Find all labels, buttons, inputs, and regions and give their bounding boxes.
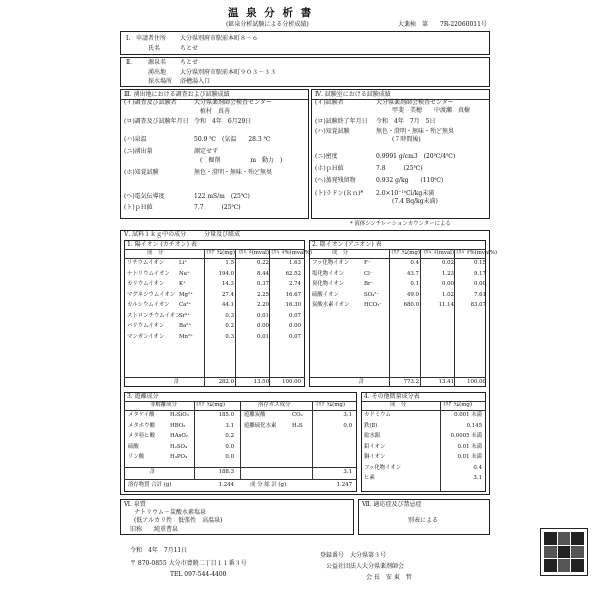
divider xyxy=(124,467,357,468)
lab-test-value: 0.9991 g/cm3 (20℃/4℃) xyxy=(376,153,456,160)
anion-ion-name: 臭化物イオン xyxy=(312,281,345,287)
anion-total-2: 100.00 xyxy=(467,379,486,385)
divider xyxy=(235,249,236,387)
lab-test-value-2: (7.4 Bq/kg未満) xyxy=(392,198,438,205)
divider xyxy=(420,249,421,387)
spring-box xyxy=(120,57,490,87)
field-test-value: 50.9 ℃ (気温 28.3 ℃ xyxy=(194,136,271,143)
cation-mval: 2.25 xyxy=(256,291,269,298)
free-acid-mg: 185.0 xyxy=(218,412,234,418)
cation-total-1: 13.50 xyxy=(253,379,269,385)
free-acid-name: リン酸 xyxy=(128,454,145,460)
location: 大分県別府市駅前本町９０３－３３ xyxy=(180,69,277,76)
cation-ion-formula: Na⁺ xyxy=(179,270,190,277)
anion-mval-pct: 83.07 xyxy=(470,302,486,308)
free-acid-mg: 0.0 xyxy=(225,443,234,450)
spring-quality-line2: (低アルカリ性 低張性 高温泉) xyxy=(134,517,223,524)
anion-mval: 11.14 xyxy=(438,302,454,308)
divider xyxy=(389,249,390,387)
free-acid-formula: HBO₂ xyxy=(170,422,186,429)
cation-total-label: 計 xyxy=(174,379,180,385)
anion-ion-name: フッ化物イオン xyxy=(312,260,350,266)
divider xyxy=(240,401,241,480)
issue-date: 令和 4年 7月11日 xyxy=(130,547,188,554)
document-no-label: 大薬検 第 xyxy=(398,21,429,28)
lab-test-value: 2.0×10⁻¹⁰Ci/kg未満 xyxy=(376,190,435,197)
lab-test-title: Ⅳ. 試験室における試験成績 xyxy=(315,91,391,98)
sec1-label: Ⅰ. xyxy=(126,35,131,42)
divider xyxy=(269,249,270,387)
cation-ion-formula: Ba²⁺ xyxy=(179,323,192,329)
cation-mg: 0.3 xyxy=(225,312,234,319)
field-test-value: 122 mS/m (25℃) xyxy=(194,193,250,200)
anion-header-3: ﾐﾘﾊﾞﾙ%(mval%) xyxy=(456,250,498,256)
spring-name: ちとせ xyxy=(180,59,199,66)
document-subtitle: (鉱泉分析試験による分析成績) xyxy=(226,21,309,28)
sampling: 浴槽湯入口 xyxy=(180,78,211,85)
trace-value: 0.0005 未満 xyxy=(450,433,482,439)
cation-mval-pct: 2.74 xyxy=(288,281,301,287)
lab-test-value-2: 甲斐 美穂 中渡瀬 真樹 xyxy=(392,107,471,114)
free-acid-formula: H₂SiO₃ xyxy=(170,412,189,418)
anion-total-0: 773.2 xyxy=(403,379,419,385)
cation-header-2: ﾐﾘﾊﾞﾙ(mval) xyxy=(238,250,269,256)
lab-test-value: 令和 4年 7月 5日 xyxy=(376,118,436,125)
anion-mval: 0.02 xyxy=(441,260,454,266)
cation-total-0: 282.0 xyxy=(218,379,234,385)
free-acid-formula: H₃PO₄ xyxy=(170,454,188,460)
radon-footnote: * 液体シンチレーションカウンターによる xyxy=(350,221,451,227)
divider xyxy=(124,377,305,378)
free-components-subheader-2: 溶存ガス成分 xyxy=(258,402,291,408)
cation-ion-name: ナトリウムイオン xyxy=(127,270,170,277)
anion-mg: 49.0 xyxy=(406,291,419,298)
sampling-label: 採水場所 xyxy=(148,78,173,85)
field-test-key: (イ)調査及び試験者 xyxy=(124,99,177,106)
spring-quality-line3: 旧称 純重曹泉 xyxy=(130,526,179,533)
trace-value: 3.1 xyxy=(473,475,482,481)
lab-test-key: (ロ)試験終了年月日 xyxy=(315,118,368,125)
anion-mval: 1.02 xyxy=(441,291,454,298)
free-acid-name: 硫酸 xyxy=(128,443,139,450)
cation-ion-name: リチウムイオン xyxy=(127,260,165,266)
cation-header-1: ﾐﾘｸﾞﾗﾑ(mg) xyxy=(206,250,235,256)
cation-mval: 0.00 xyxy=(256,323,269,329)
free-acid-mg: 3.1 xyxy=(225,422,234,429)
anion-mval-pct: 0.00 xyxy=(473,281,486,287)
lab-test-value-2: (７時間後) xyxy=(392,136,421,143)
field-test-value-2: ( 掘削 m 動力 ) xyxy=(200,157,283,164)
anion-ion-name: 塩化物イオン xyxy=(312,270,345,277)
free-total-2: 3.1 xyxy=(343,469,352,475)
anion-ion-name: 炭酸水素イオン xyxy=(312,302,350,308)
anion-mval-pct: 7.61 xyxy=(473,291,486,298)
registration-no: 登録番号 大分県第３号 xyxy=(320,552,387,559)
anion-title: 2. 陰イオン (アニオン) 表 xyxy=(312,241,382,248)
sec2-label: Ⅱ. xyxy=(126,59,132,66)
trace-name: 鉛イオン xyxy=(364,443,386,450)
cation-mval: 0.01 xyxy=(256,333,269,340)
field-test-key: (ニ)湧出量 xyxy=(124,148,153,155)
cation-mval: 0.01 xyxy=(256,312,269,319)
indications-title: Ⅶ. 適応症及び禁忌症 xyxy=(362,501,422,508)
free-acid-formula: HAsO₂ xyxy=(170,433,188,439)
field-test-title: Ⅲ. 湧出地における調査および試験成績 xyxy=(124,91,230,98)
lab-test-key: (ホ)ｐＨ値 xyxy=(315,165,344,172)
gas-name: 遊離硫化水素 xyxy=(244,422,277,429)
lab-test-value: 大分県薬剤師会検査センター xyxy=(376,99,454,106)
divider xyxy=(312,401,313,480)
free-acid-name: メタホウ酸 xyxy=(128,422,155,429)
trace-value: 0.145 xyxy=(466,422,482,429)
divider xyxy=(309,258,486,259)
cation-ion-name: カルシウムイオン xyxy=(127,302,170,308)
lab-test-value: 0.932 g/kg (110℃) xyxy=(376,177,444,184)
free-acid-mg: 0.0 xyxy=(225,454,234,460)
applicant-addr-label: 申請者住所 xyxy=(136,35,167,42)
free-acid-name: メタケイ酸 xyxy=(128,412,155,418)
cation-mg: 14.3 xyxy=(221,281,234,287)
cation-mg: 27.4 xyxy=(221,291,234,298)
components-title: Ⅴ. 試料１ｋｇ中の成分 分量及び組成 xyxy=(124,231,241,238)
cation-mg: 0.2 xyxy=(225,323,234,329)
anion-total-1: 13.41 xyxy=(438,379,454,385)
cation-mval-pct: 0.00 xyxy=(288,323,301,329)
cation-ion-name: バリウムイオン xyxy=(127,323,165,329)
cation-total-2: 100.00 xyxy=(282,379,301,385)
free-components-subheader-1: 非解離成分 xyxy=(150,402,177,408)
spring-name-label: 源泉名 xyxy=(148,59,167,66)
free-components-unit-2: ﾐﾘｸﾞﾗﾑ(mg) xyxy=(316,402,345,408)
divider xyxy=(194,401,195,480)
trace-header-component: 成 分 xyxy=(390,402,407,408)
cation-mval: 8.44 xyxy=(256,270,269,277)
anion-mg: 680.0 xyxy=(403,302,419,308)
official-seal-stamp xyxy=(540,528,588,576)
cation-mval: 0.22 xyxy=(256,260,269,266)
trace-name: 鉄(Ⅱ) xyxy=(364,422,378,429)
field-test-key: (ヘ)電気伝導度 xyxy=(124,193,165,200)
field-test-value-2: 植村 真善 xyxy=(200,108,231,115)
trace-title: 4. その他微量成分表 xyxy=(364,393,420,400)
anion-mg: 0.4 xyxy=(410,260,419,266)
divider xyxy=(124,410,357,411)
lab-test-key: (イ)試験者 xyxy=(315,99,344,106)
applicant-name-label: 氏名 xyxy=(148,45,161,52)
divider xyxy=(124,258,305,259)
anion-ion-formula: SO₄²⁻ xyxy=(364,291,380,298)
trace-header-mg: ﾐﾘｸﾞﾗﾑ(mg) xyxy=(443,402,472,408)
cation-ion-formula: Mg²⁺ xyxy=(179,291,193,298)
lab-test-key: (ハ)知覚試験 xyxy=(315,128,350,135)
component-total: 1.247 xyxy=(336,482,352,488)
anion-header-component: 成 分 xyxy=(332,250,349,256)
field-test-key: (ロ)調査及び試験年月日 xyxy=(124,118,189,125)
issuer-address: 〒 870-0855 大分市豊饒二丁目１１番３号 xyxy=(130,560,247,567)
lab-test-key: (ト)ラドン(Ｒｎ)* xyxy=(315,190,364,197)
trace-name: ヒ素 xyxy=(364,475,375,481)
divider xyxy=(440,401,441,492)
field-test-key: (ト)ｐＨ値 xyxy=(124,204,153,211)
anion-ion-formula: HCO₃⁻ xyxy=(364,302,383,308)
trace-name: フッ化物イオン xyxy=(364,464,402,471)
anion-mval-pct: 9.17 xyxy=(473,270,486,277)
anion-mval: 1.23 xyxy=(441,270,454,277)
trace-value: 0.01 未満 xyxy=(457,443,482,450)
anion-ion-formula: Br⁻ xyxy=(364,281,374,287)
trace-name: カドミウム xyxy=(364,412,391,418)
free-acid-name: メタ亜ヒ酸 xyxy=(128,433,155,439)
anion-header-2: ﾐﾘﾊﾞﾙ(mval) xyxy=(423,250,454,256)
field-test-value: 7.7 (25℃) xyxy=(194,204,241,211)
divider xyxy=(361,410,486,411)
field-test-value: 無色・澄明・無味・殆ど無臭 xyxy=(194,169,273,176)
anion-ion-formula: Cl⁻ xyxy=(364,270,373,277)
cation-ion-name: マグネシウムイオン xyxy=(127,291,176,298)
indications-line1: 別表による xyxy=(408,517,439,524)
anion-ion-formula: F⁻ xyxy=(364,260,371,266)
anion-ion-name: 硫酸イオン xyxy=(312,291,339,298)
gas-mg: 3.1 xyxy=(343,412,352,418)
cation-ion-formula: K⁺ xyxy=(179,281,186,287)
cation-mval-pct: 16.30 xyxy=(285,302,301,308)
gas-formula: H₂S xyxy=(292,422,303,429)
cation-mval-pct: 1.63 xyxy=(288,260,301,266)
free-acid-mg: 0.2 xyxy=(225,433,234,439)
dissolved-total: 1.244 xyxy=(218,482,234,488)
free-acid-formula: H₂SO₄ xyxy=(170,443,188,450)
field-test-value: 令和 4年 6月29日 xyxy=(194,118,252,125)
cation-mg: 194.0 xyxy=(218,270,234,277)
cation-ion-formula: Ca²⁺ xyxy=(179,302,192,308)
anion-mg: 0.1 xyxy=(410,281,419,287)
trace-value: 0.01 未満 xyxy=(457,454,482,460)
applicant-name: ちとせ xyxy=(180,45,199,52)
trace-name: 総水銀 xyxy=(364,433,381,439)
gas-name: 遊離炭酸 xyxy=(244,412,266,418)
component-total-label: 成 分 総 計 (g) xyxy=(250,482,287,488)
location-label: 湧出地 xyxy=(148,69,167,76)
gas-mg: 0.0 xyxy=(343,422,352,429)
cation-mval-pct: 0.07 xyxy=(288,333,301,340)
document-title: 温 泉 分 析 書 xyxy=(228,7,314,19)
issuer-tel: TEL 097-544-4400 xyxy=(170,571,227,578)
applicant-box xyxy=(120,31,490,55)
cation-mval: 0.37 xyxy=(256,281,269,287)
gas-formula: CO₂ xyxy=(292,412,303,418)
document-no: 7R-22060011号 xyxy=(440,21,487,28)
divider xyxy=(124,479,357,480)
field-test-key: (ホ)知覚試験 xyxy=(124,169,159,176)
issuer-org: 公益社団法人大分県薬剤師会 xyxy=(326,563,405,570)
applicant-addr: 大分県別府市駅前本町８－６ xyxy=(180,35,259,42)
anion-mval-pct: 0.15 xyxy=(473,260,486,266)
divider xyxy=(309,377,486,378)
dissolved-total-label: 溶存物質 合計 (g) xyxy=(128,482,172,488)
cation-ion-name: ストロンチウムイオン xyxy=(127,312,181,319)
anion-total-label: 計 xyxy=(359,379,365,385)
issuer-head: 会 長 安 東 哲 xyxy=(366,574,412,581)
cation-ion-name: マンガンイオン xyxy=(127,333,165,340)
cation-mg: 44.1 xyxy=(221,302,234,308)
cation-mg: 0.3 xyxy=(225,333,234,340)
trace-value: 0.001 未満 xyxy=(454,412,482,418)
anion-header-1: ﾐﾘｸﾞﾗﾑ(mg) xyxy=(391,250,420,256)
free-components-unit-1: ﾐﾘｸﾞﾗﾑ(mg) xyxy=(196,402,225,408)
cation-ion-formula: Sr²⁺ xyxy=(179,312,191,319)
free-components-title: 3. 遊離成分 xyxy=(127,393,159,400)
cation-mval-pct: 16.67 xyxy=(285,291,301,298)
free-total-label: 計 xyxy=(150,469,156,475)
field-test-value: 大分県薬剤師会検査センター xyxy=(194,99,272,106)
lab-test-key: (ヘ)蒸発残留物 xyxy=(315,177,356,184)
cation-mval: 2.20 xyxy=(256,302,269,308)
cation-title: 1. 陽イオン (カチオン) 表 xyxy=(127,241,197,248)
cation-ion-formula: Mn²⁺ xyxy=(179,333,193,340)
lab-test-value: 無色・澄明・無味・殆ど無臭 xyxy=(376,128,455,135)
trace-name: 銅イオン xyxy=(364,454,386,460)
spring-quality-title: Ⅵ. 泉質 xyxy=(124,501,146,508)
cation-mval-pct: 62.52 xyxy=(285,270,301,277)
cation-header-3: ﾐﾘﾊﾞﾙ%(mval%) xyxy=(271,250,313,256)
divider xyxy=(454,249,455,387)
divider xyxy=(204,249,205,387)
cation-mg: 1.5 xyxy=(225,260,234,266)
anion-mg: 43.7 xyxy=(406,270,419,277)
anion-mval: 0.00 xyxy=(441,281,454,287)
lab-test-key: (ニ)密度 xyxy=(315,153,338,160)
trace-value: 0.4 xyxy=(473,464,482,471)
field-test-value: 測定せず xyxy=(194,148,219,155)
spring-quality-line1: ナトリウム－炭酸水素塩泉 xyxy=(134,509,206,516)
lab-test-value: 7.8 (25℃) xyxy=(376,165,423,172)
cation-mval-pct: 0.07 xyxy=(288,312,301,319)
cation-ion-formula: Li⁺ xyxy=(179,260,188,266)
field-test-key: (ハ)泉温 xyxy=(124,136,147,143)
cation-ion-name: カリウムイオン xyxy=(127,281,165,287)
cation-header-component: 成 分 xyxy=(147,250,164,256)
free-total-1: 188.3 xyxy=(218,469,234,475)
